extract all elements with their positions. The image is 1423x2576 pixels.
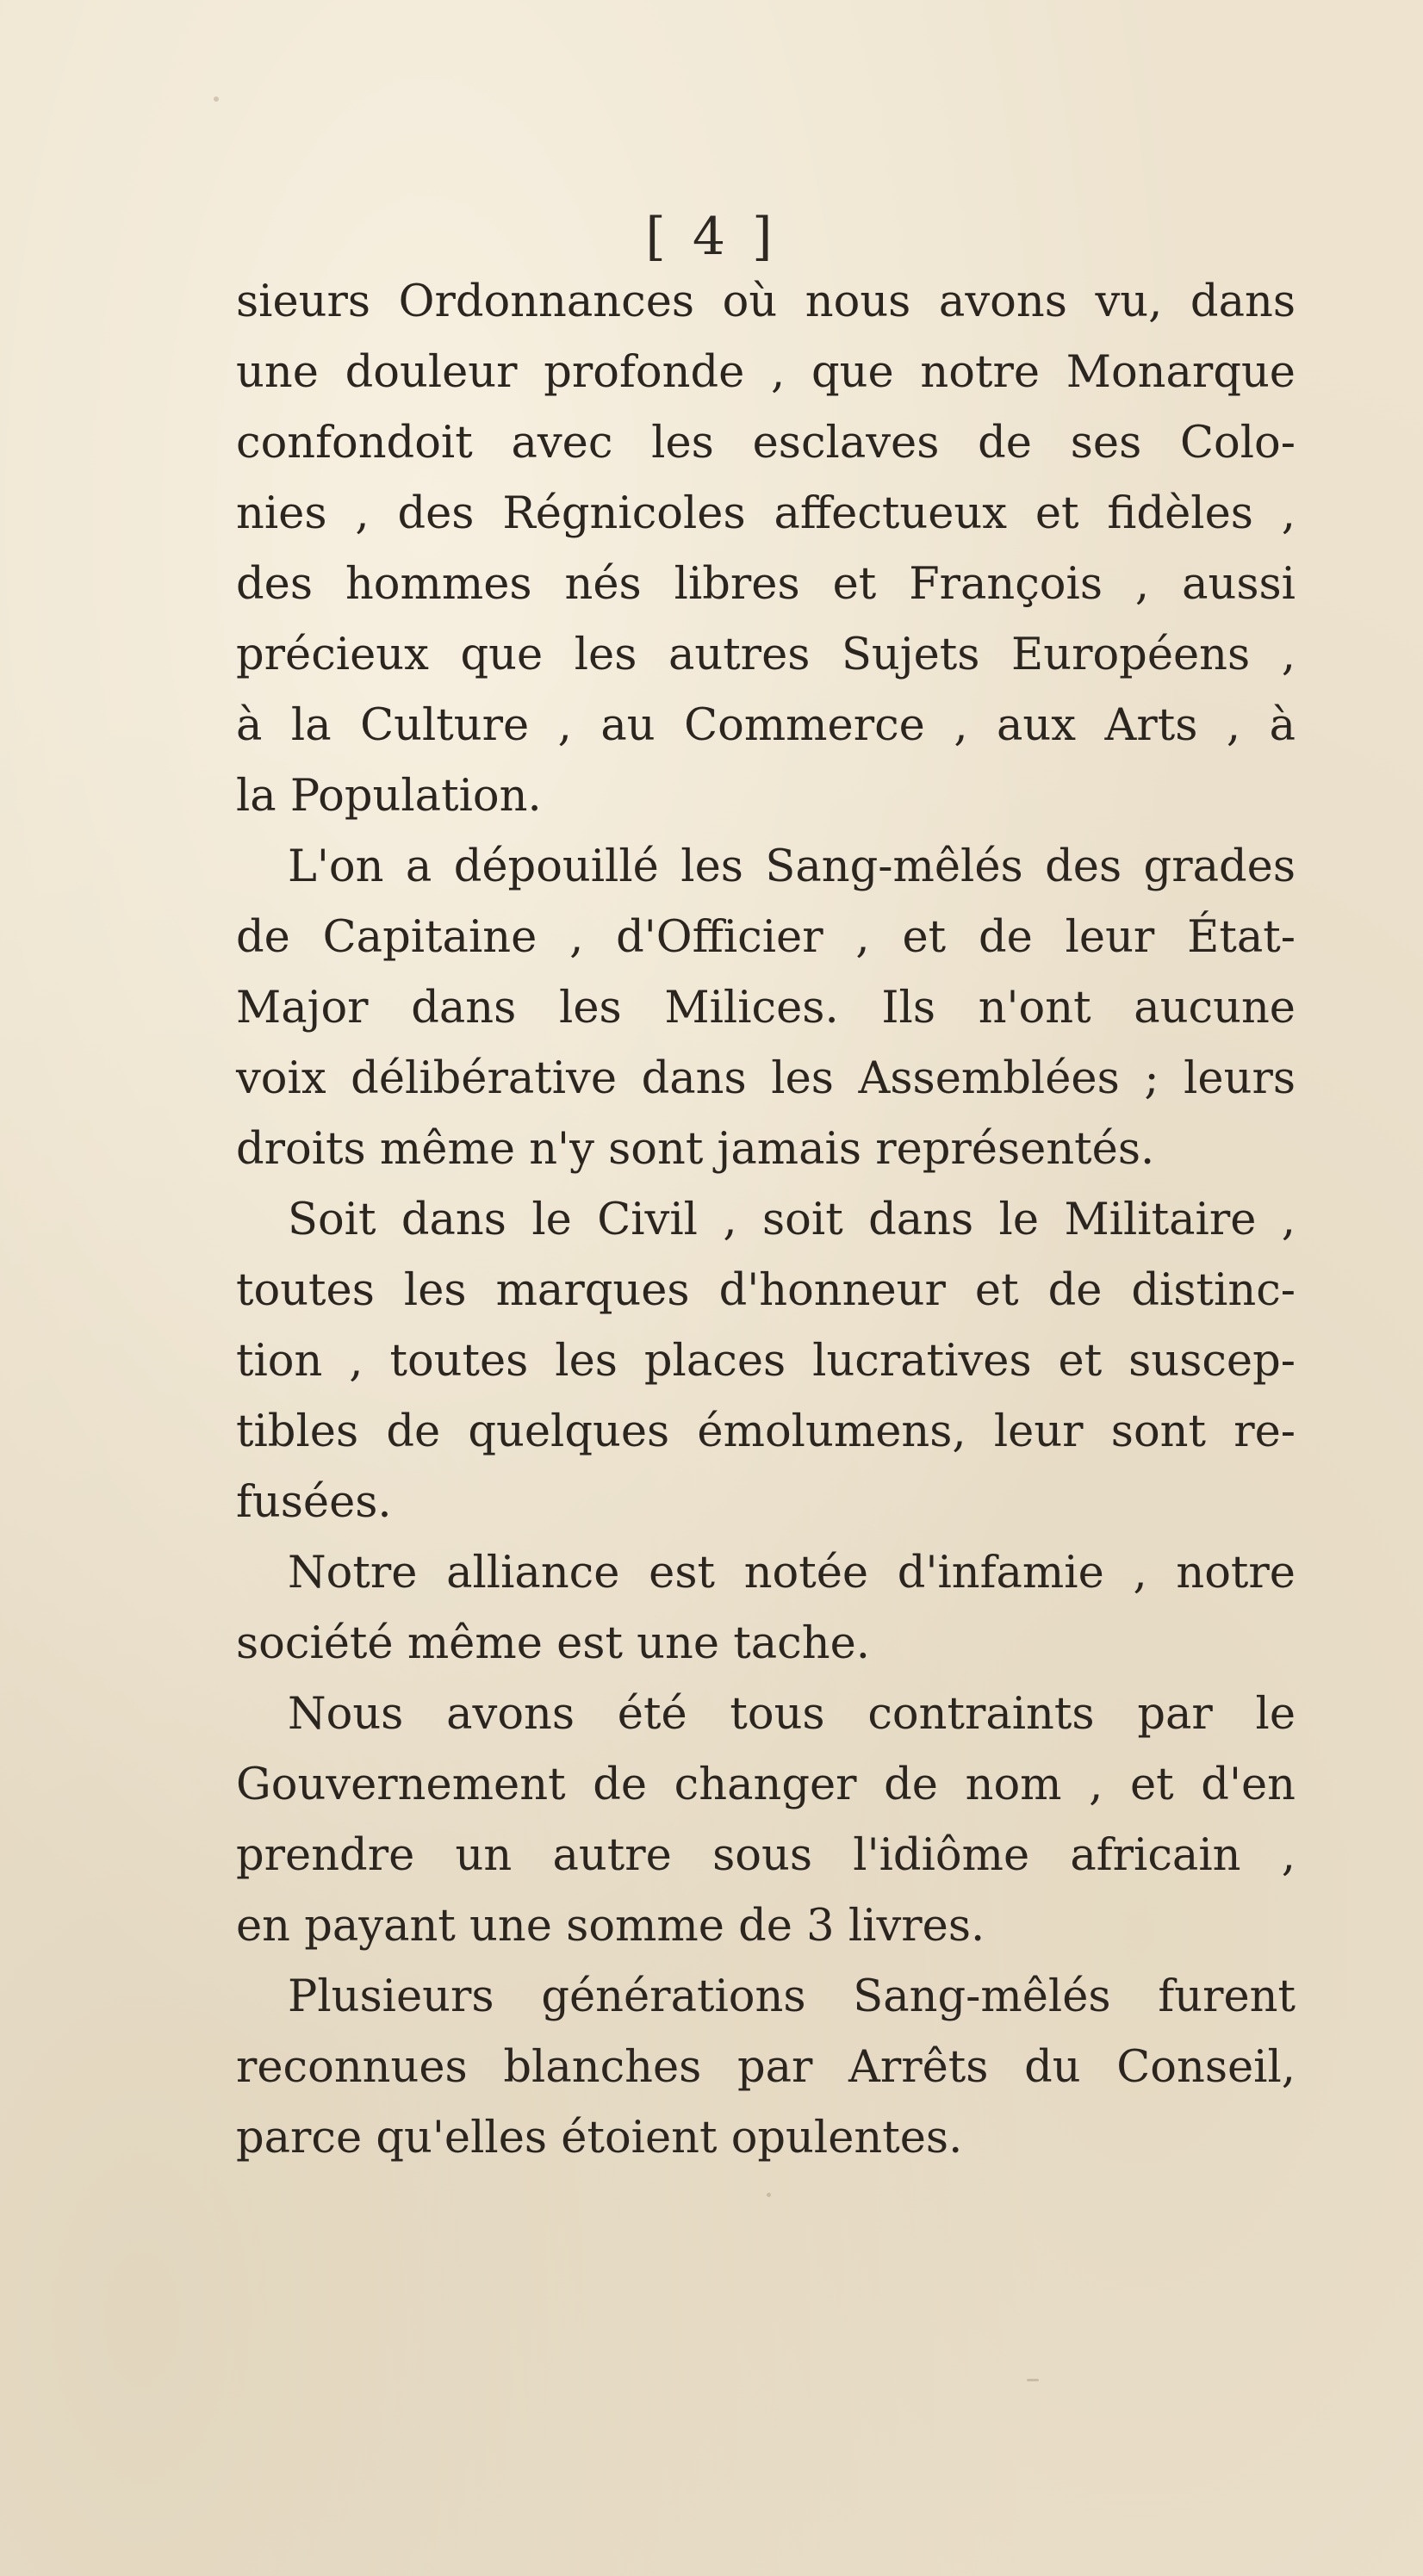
text-line: confondoit avec les esclaves de ses Colo- <box>236 418 1296 469</box>
text-line: prendre un autre sous l'idiôme africain , <box>236 1830 1296 1881</box>
text-line: tibles de quelques émolumens, leur sont re- <box>236 1406 1296 1457</box>
text-line: une douleur profonde , que notre Monarque <box>236 347 1296 398</box>
text-line: à la Culture , au Commerce , aux Arts , à <box>236 700 1296 751</box>
text-line: Soit dans le Civil , soit dans le Militaire , <box>288 1195 1296 1245</box>
text-line: toutes les marques d'honneur et de distinc- <box>236 1265 1296 1316</box>
text-line: de Capitaine , d'Officier , et de leur État- <box>236 912 1296 963</box>
text-line: tion , toutes les places lucratives et suscep- <box>236 1336 1296 1387</box>
text-line: la Population. <box>236 771 542 822</box>
text-line: reconnues blanches par Arrêts du Conseil, <box>236 2042 1296 2093</box>
paper-speck <box>1027 2379 1039 2381</box>
page-number: [ 4 ] <box>645 207 778 267</box>
text-line: sieurs Ordonnances où nous avons vu, dans <box>236 276 1296 327</box>
text-line: voix délibérative dans les Assemblées ; leurs <box>236 1053 1296 1104</box>
text-line: fusées. <box>236 1477 392 1528</box>
text-line: Notre alliance est notée d'infamie , notre <box>288 1548 1296 1598</box>
text-line: Plusieurs générations Sang-mêlés furent <box>288 1971 1296 2022</box>
text-line: L'on a dépouillé les Sang-mêlés des grades <box>288 841 1296 892</box>
text-line: parce qu'elles étoient opulentes. <box>236 2113 963 2163</box>
paper-speck <box>767 2193 771 2197</box>
text-line: précieux que les autres Sujets Européens , <box>236 630 1296 680</box>
text-line: droits même n'y sont jamais représentés. <box>236 1124 1155 1175</box>
text-line: des hommes nés libres et François , aussi <box>236 559 1296 610</box>
text-line: Nous avons été tous contraints par le <box>288 1689 1296 1740</box>
text-line: Major dans les Milices. Ils n'ont aucune <box>236 983 1296 1034</box>
body-text <box>236 267 1296 2174</box>
text-line: en payant une somme de 3 livres. <box>236 1901 985 1952</box>
text-line: Gouvernement de changer de nom , et d'en <box>236 1760 1296 1810</box>
text-line: société même est une tache. <box>236 1618 870 1669</box>
text-line: nies , des Régnicoles affectueux et fidèles , <box>236 488 1296 539</box>
paper-speck <box>214 96 219 102</box>
